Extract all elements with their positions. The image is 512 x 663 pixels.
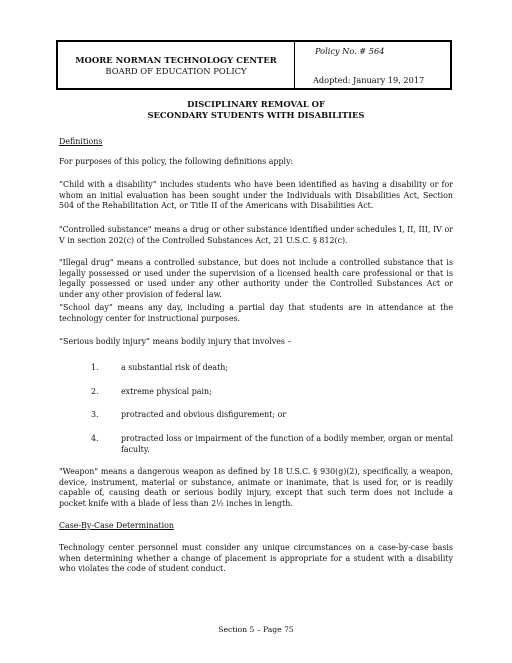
case-by-case-heading: Case-By-Case Determination [59, 521, 174, 530]
injury-item-text: extreme physical pain; [121, 387, 212, 396]
injury-item-text: a substantial risk of death; [121, 363, 228, 372]
definition-child-with-disability: “Child with a disability” includes students who have been identified as having a disability or for whom an initial evaluation has been sought under the Individuals with Disabilities Act, Section 504 of the Rehabilitation Act, or Title II of the Americans with Disabilities Act. [59, 180, 453, 210]
definitions-heading: Definitions [59, 137, 103, 146]
definition-serious-bodily-injury: “Serious bodily injury” means bodily injury that involves – [59, 337, 292, 346]
definition-school-day: “School day” means any day, including a partial day that students are in attendance at the technology center for instructional purposes. [59, 303, 453, 323]
policy-header-box [56, 40, 452, 90]
injury-item-number: 1. [91, 363, 99, 372]
injury-item-text: protracted loss or impairment of the function of a bodily member, organ or mental faculty. [121, 434, 453, 454]
organization-name: MOORE NORMAN TECHNOLOGY CENTER [75, 54, 277, 65]
injury-item-number: 3. [91, 410, 99, 419]
definitions-intro: For purposes of this policy, the following definitions apply: [59, 157, 294, 166]
adopted-date: Adopted: January 19, 2017 [313, 75, 425, 85]
document-title [0, 99, 512, 121]
title-line-1: DISCIPLINARY REMOVAL OF [187, 99, 325, 109]
definition-weapon: "Weapon" means a dangerous weapon as defined by 18 U.S.C. § 930(g)(2), specifically, a weapon, device, instrument, material or substance, animate or inanimate, that is used for, or is readily capable of, causing death or serious bodily injury, except that such term does not include a pocket knife with a blade of less than 2½ inches in length. [59, 467, 453, 508]
policy-board-label: BOARD OF EDUCATION POLICY [105, 65, 247, 76]
injury-item-number: 2. [91, 387, 99, 396]
policy-number: Policy No. # 564 [315, 46, 385, 56]
page-footer: Section 5 – Page 75 [218, 625, 294, 634]
policy-meta-block [295, 42, 450, 88]
definition-illegal-drug: "Illegal drug" means a controlled substance, but does not include a controlled substance that is legally possessed or used under the supervision of a licensed health care professional or that is legally possessed or used under any other authority under the Controlled Substances Act or under any other provision of federal law. [59, 258, 453, 299]
title-line-2: SECONDARY STUDENTS WITH DISABILITIES [147, 110, 365, 120]
injury-item-number: 4. [91, 434, 99, 443]
organization-block [58, 42, 295, 88]
definition-controlled-substance: "Controlled substance" means a drug or other substance identified under schedules I, II, III, IV or V in section 202(c) of the Controlled Substances Act, 21 U.S.C. § 812(c). [59, 225, 453, 245]
injury-item-text: protracted and obvious disfigurement; or [121, 410, 287, 419]
case-by-case-body: Technology center personnel must consider any unique circumstances on a case-by-case basis when determining whether a change of placement is appropriate for a student with a disability who violates the code of student conduct. [59, 543, 453, 573]
